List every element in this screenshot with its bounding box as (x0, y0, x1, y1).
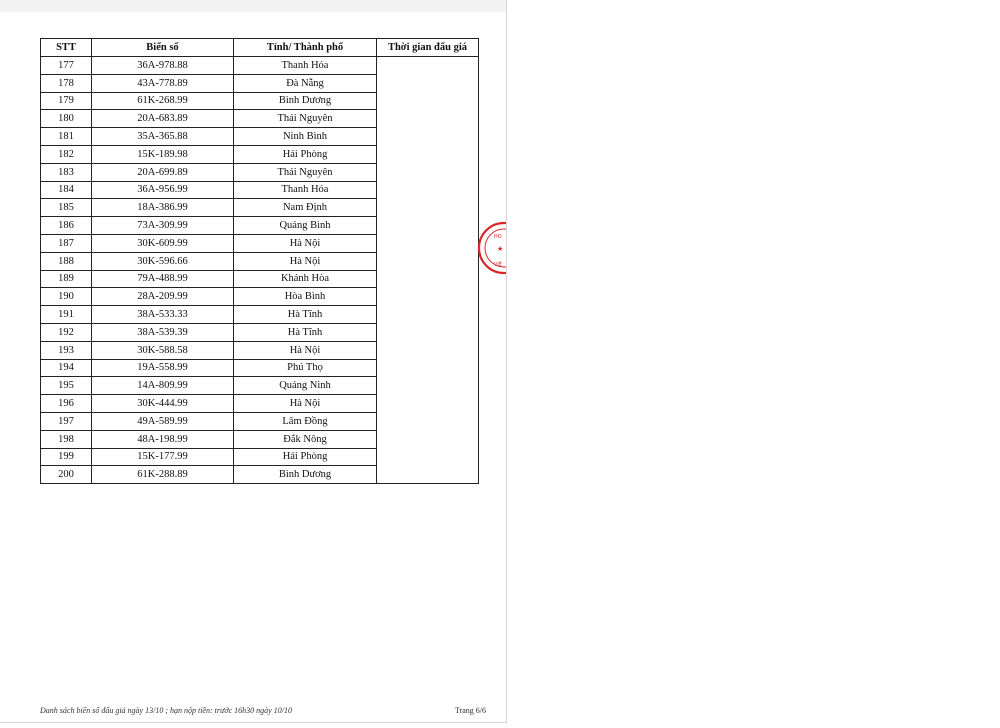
cell-stt: 196 (41, 395, 92, 413)
cell-province: Hòa Bình (234, 288, 377, 306)
cell-province: Hà Nội (234, 234, 377, 252)
cell-province: Lâm Đồng (234, 412, 377, 430)
cell-province: Hà Nội (234, 341, 377, 359)
cell-plate: 43A-778.89 (92, 74, 234, 92)
cell-stt: 188 (41, 252, 92, 270)
cell-stt: 182 (41, 145, 92, 163)
cell-stt: 189 (41, 270, 92, 288)
table-body (41, 57, 479, 484)
page-footer (40, 706, 486, 715)
cell-province: Hà Tĩnh (234, 306, 377, 324)
cell-plate: 36A-978.88 (92, 57, 234, 75)
cell-stt: 183 (41, 163, 92, 181)
cell-stt: 181 (41, 128, 92, 146)
cell-stt: 186 (41, 217, 92, 235)
cell-stt: 192 (41, 323, 92, 341)
cell-province: Phú Thọ (234, 359, 377, 377)
cell-stt: 194 (41, 359, 92, 377)
header-auction-time: Thời gian đấu giá (377, 39, 479, 57)
cell-plate: 48A-198.99 (92, 430, 234, 448)
cell-plate: 14A-809.99 (92, 377, 234, 395)
cell-province: Quảng Bình (234, 217, 377, 235)
cell-province: Thanh Hóa (234, 181, 377, 199)
cell-plate: 30K-609.99 (92, 234, 234, 252)
svg-text:★: ★ (497, 245, 504, 253)
cell-plate: 36A-956.99 (92, 181, 234, 199)
cell-province: Bình Dương (234, 92, 377, 110)
cell-province: Đà Nẵng (234, 74, 377, 92)
cell-plate: 38A-539.39 (92, 323, 234, 341)
cell-stt: 178 (41, 74, 92, 92)
cell-plate: 35A-365.88 (92, 128, 234, 146)
footer-note: Danh sách biển số đấu giá ngày 13/10 ; hạn nộp tiền: trước 16h30 ngày 10/10 (40, 706, 292, 715)
cell-plate: 61K-268.99 (92, 92, 234, 110)
cell-stt: 200 (41, 466, 92, 484)
cell-plate: 15K-177.99 (92, 448, 234, 466)
cell-province: Nam Định (234, 199, 377, 217)
cell-stt: 198 (41, 430, 92, 448)
cell-auction-time (377, 57, 479, 484)
table-header-row (41, 39, 479, 57)
cell-plate: 73A-309.99 (92, 217, 234, 235)
cell-province: Thanh Hóa (234, 57, 377, 75)
page-number: Trang 6/6 (454, 706, 486, 715)
cell-province: Hà Nội (234, 252, 377, 270)
cell-plate: 30K-588.58 (92, 341, 234, 359)
cell-plate: 20A-683.89 (92, 110, 234, 128)
cell-stt: 185 (41, 199, 92, 217)
header-province: Tỉnh/ Thành phố (234, 39, 377, 57)
svg-text:HO: HO (494, 234, 502, 240)
cell-province: Ninh Bình (234, 128, 377, 146)
cell-stt: 190 (41, 288, 92, 306)
cell-plate: 19A-558.99 (92, 359, 234, 377)
cell-province: Đắk Nông (234, 430, 377, 448)
cell-stt: 179 (41, 92, 92, 110)
cell-plate: 18A-386.99 (92, 199, 234, 217)
header-plate: Biển số (92, 39, 234, 57)
cell-province: Khánh Hòa (234, 270, 377, 288)
cell-plate: 28A-209.99 (92, 288, 234, 306)
cell-stt: 177 (41, 57, 92, 75)
cell-plate: 79A-488.99 (92, 270, 234, 288)
page-top-strip (0, 0, 506, 12)
cell-province: Bình Dương (234, 466, 377, 484)
cell-stt: 180 (41, 110, 92, 128)
cell-province: Quảng Ninh (234, 377, 377, 395)
cell-stt: 197 (41, 412, 92, 430)
cell-plate: 15K-189.98 (92, 145, 234, 163)
cell-plate: 30K-444.99 (92, 395, 234, 413)
cell-stt: 191 (41, 306, 92, 324)
table-row (41, 57, 479, 75)
license-plate-table (40, 38, 479, 484)
cell-stt: 187 (41, 234, 92, 252)
red-seal-stamp (470, 212, 507, 284)
svg-text:VIỆ: VIỆ (494, 262, 503, 268)
cell-province: Hải Phòng (234, 145, 377, 163)
cell-stt: 184 (41, 181, 92, 199)
cell-plate: 49A-589.99 (92, 412, 234, 430)
cell-province: Hà Nội (234, 395, 377, 413)
cell-province: Thái Nguyên (234, 163, 377, 181)
cell-stt: 193 (41, 341, 92, 359)
cell-province: Hải Phòng (234, 448, 377, 466)
cell-province: Thái Nguyên (234, 110, 377, 128)
cell-plate: 61K-288.89 (92, 466, 234, 484)
cell-province: Hà Tĩnh (234, 323, 377, 341)
cell-stt: 199 (41, 448, 92, 466)
cell-stt: 195 (41, 377, 92, 395)
header-stt: STT (41, 39, 92, 57)
cell-plate: 30K-596.66 (92, 252, 234, 270)
cell-plate: 20A-699.89 (92, 163, 234, 181)
cell-plate: 38A-533.33 (92, 306, 234, 324)
